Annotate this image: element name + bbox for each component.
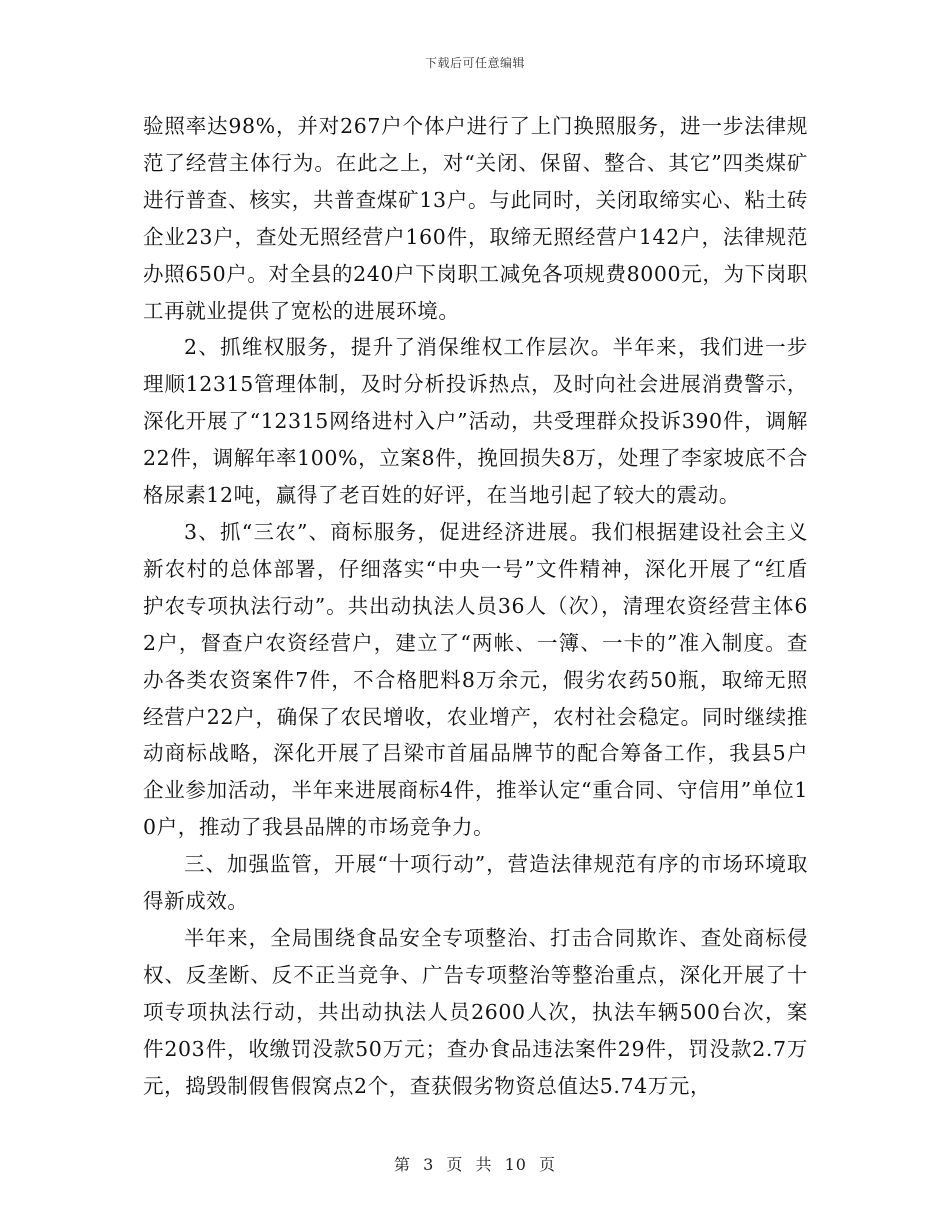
document-body	[143, 108, 808, 1104]
paragraph-ten-actions: 半年来，全局围绕食品安全专项整治、打击合同欺诈、查处商标侵权、反垄断、反不正当竞争、广告专项整治等整治重点，深化开展了十项专项执法行动，共出动执法人员2600人次，执法车辆500台次，案件203件，收缴罚没款50万元；查办食品违法案件29件，罚没款2.7万元，捣毁制假售假窝点2个，查获假劣物资总值达5.74万元，	[143, 925, 808, 1098]
footer-current-page: 3	[423, 1155, 435, 1174]
footer-total-pages: 10	[504, 1155, 527, 1174]
header-note: 下载后可任意编辑	[424, 56, 525, 70]
page-footer	[0, 1152, 950, 1175]
footer-label-unit: 页	[446, 1155, 464, 1174]
paragraph-agriculture-trademark: 3、抓“三农”、商标服务，促进经济进展。我们根据建设社会主义新农村的总体部署，仔细落实“中央一号”文件精神，深化开展了“红盾护农专项执法行动”。共出动执法人员36人（次），清理农资经营主体62户，督查户农资经营户，建立了“两帐、一簿、一卡的”准入制度。查办各类农资案件7件，不合格肥料8万余元，假劣农药50瓶，取缔无照经营户22户，确保了农民增收，农业增产，农村社会稳定。同时继续推动商标战略，深化开展了吕梁市首届品牌节的配合筹备工作，我县5户企业参加活动，半年来进展商标4件，推举认定“重合同、守信用”单位10户，推动了我县品牌的市场竞争力。	[143, 519, 809, 840]
footer-label-page: 第	[393, 1155, 411, 1174]
paragraph-rights-service: 2、抓维权服务，提升了消保维权工作层次。半年来，我们进一步理顺12315管理体制，及时分析投诉热点，及时向社会进展消费警示，深化开展了“12315网络进村入户”活动，共受理群众投诉390件，调解22件，调解年率100%，立案8件，挽回损失8万，处理了李家坡底不合格尿素12吨，赢得了老百姓的好评，在当地引起了较大的震动。	[143, 335, 808, 508]
section-heading-supervision: 三、加强监管，开展“十项行动”，营造法律规范有序的市场环境取得新成效。	[143, 852, 808, 914]
paragraph-continued: 验照率达98%，并对267户个体户进行了上门换照服务，进一步法律规范了经营主体行为。在此之上，对“关闭、保留、整合、其它”四类煤矿进行普查、核实，共普查煤矿13户。与此同时，关闭取缔实心、粘土砖企业23户，查处无照经营户160件，取缔无照经营户142户，法律规范办照650户。对全县的240户下岗职工减免各项规费8000元，为下岗职工再就业提供了宽松的进展环境。	[143, 114, 808, 323]
footer-label-unit-end: 页	[539, 1155, 557, 1174]
footer-label-total: 共	[475, 1155, 493, 1174]
